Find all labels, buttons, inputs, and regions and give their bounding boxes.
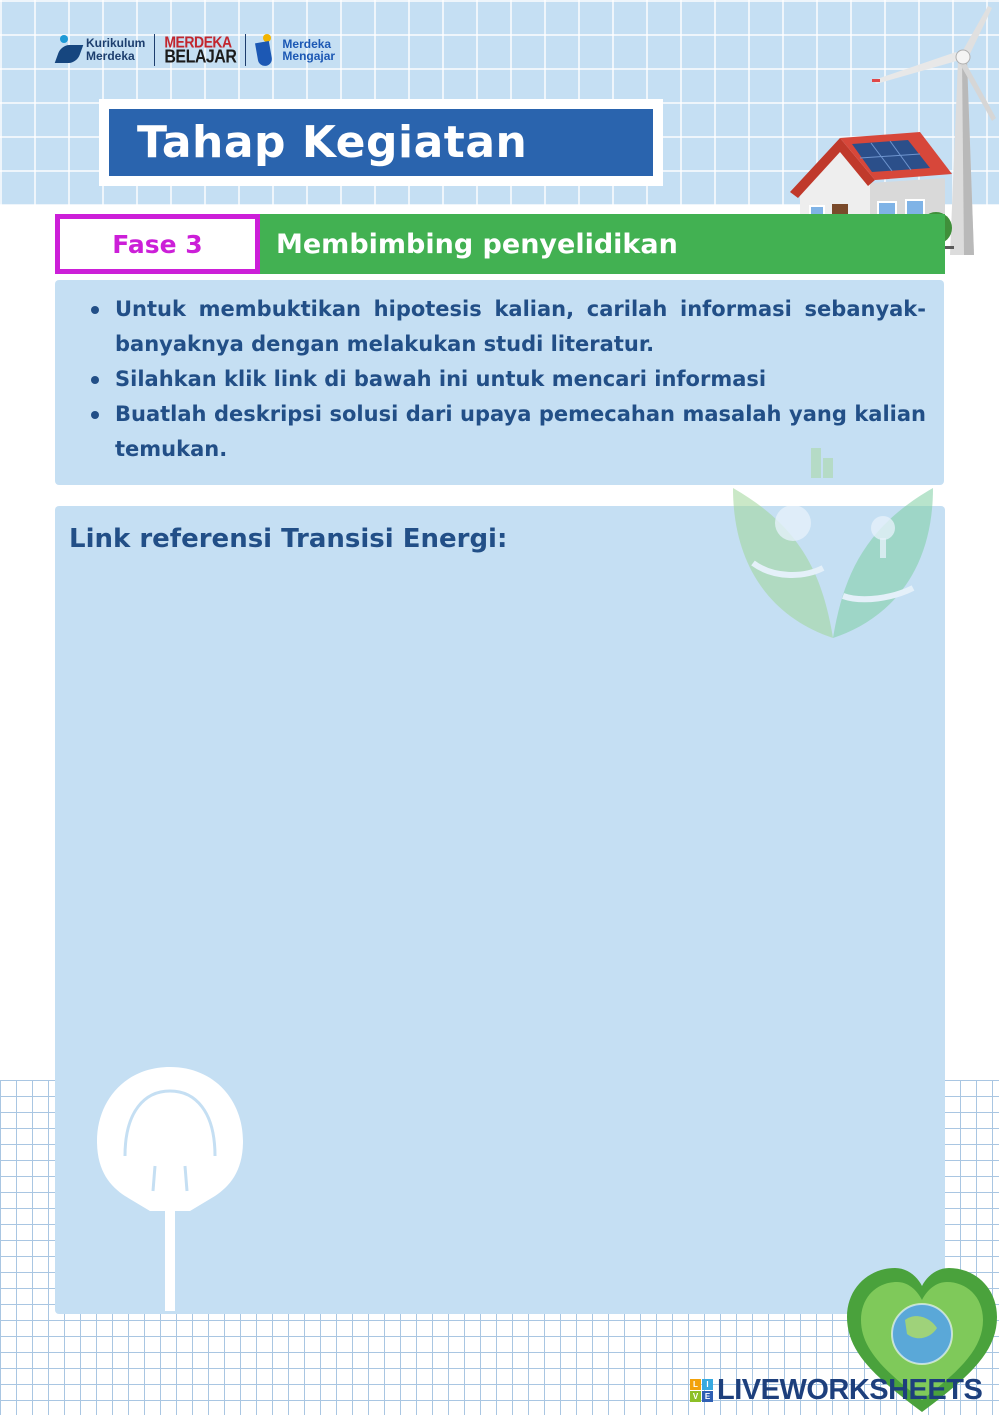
kurikulum-merdeka-icon bbox=[58, 33, 82, 67]
lw-block-i: I bbox=[702, 1379, 713, 1390]
instruction-item: Buatlah deskripsi solusi dari upaya pemecahan masalah yang kalian temukan. bbox=[115, 397, 926, 467]
lw-block-v: V bbox=[690, 1391, 701, 1402]
merdeka-belajar-logo bbox=[164, 34, 236, 66]
title-frame bbox=[99, 99, 663, 186]
merdeka-mengajar-logo bbox=[255, 34, 335, 66]
mengajar-logo-line2: Mengajar bbox=[282, 49, 336, 63]
kurikulum-logo-line2: Merdeka bbox=[86, 49, 135, 63]
liveworksheets-name: LIVEWORKSHEETS bbox=[717, 1374, 983, 1406]
phase-title: Membimbing penyelidikan bbox=[276, 228, 678, 260]
eco-hands-globe-icon bbox=[723, 448, 943, 648]
instructions-list bbox=[115, 292, 926, 467]
instruction-item: Silahkan klik link di bawah ini untuk mencari informasi bbox=[115, 362, 926, 397]
page-title: Tahap Kegiatan bbox=[137, 117, 528, 168]
phase-bar bbox=[55, 214, 945, 274]
logo-divider bbox=[154, 34, 155, 66]
mengajar-logo-line1: Merdeka bbox=[282, 37, 332, 51]
liveworksheets-logo bbox=[690, 1374, 982, 1407]
horseshoe-crab-icon bbox=[95, 1061, 245, 1316]
logo-divider bbox=[245, 34, 246, 66]
belajar-logo-line1: MERDEKA bbox=[164, 32, 232, 52]
title-banner bbox=[109, 109, 653, 176]
lw-block-l: L bbox=[690, 1379, 701, 1390]
phase-badge bbox=[55, 214, 260, 274]
lw-block-e: E bbox=[702, 1391, 713, 1402]
link-reference-panel[interactable] bbox=[55, 506, 945, 1314]
link-panel-title: Link referensi Transisi Energi: bbox=[69, 524, 508, 554]
merdeka-mengajar-icon bbox=[255, 34, 277, 66]
liveworksheets-blocks-icon bbox=[690, 1379, 713, 1402]
logo-bar bbox=[58, 30, 335, 70]
phase-badge-label: Fase 3 bbox=[112, 229, 203, 259]
kurikulum-logo-line1: Kurikulum bbox=[86, 36, 146, 50]
kurikulum-merdeka-logo bbox=[58, 33, 145, 67]
belajar-logo-line2: BELAJAR bbox=[164, 47, 237, 68]
instruction-item: Untuk membuktikan hipotesis kalian, carilah informasi sebanyak-banyaknya dengan melakukan studi literatur. bbox=[115, 292, 926, 362]
